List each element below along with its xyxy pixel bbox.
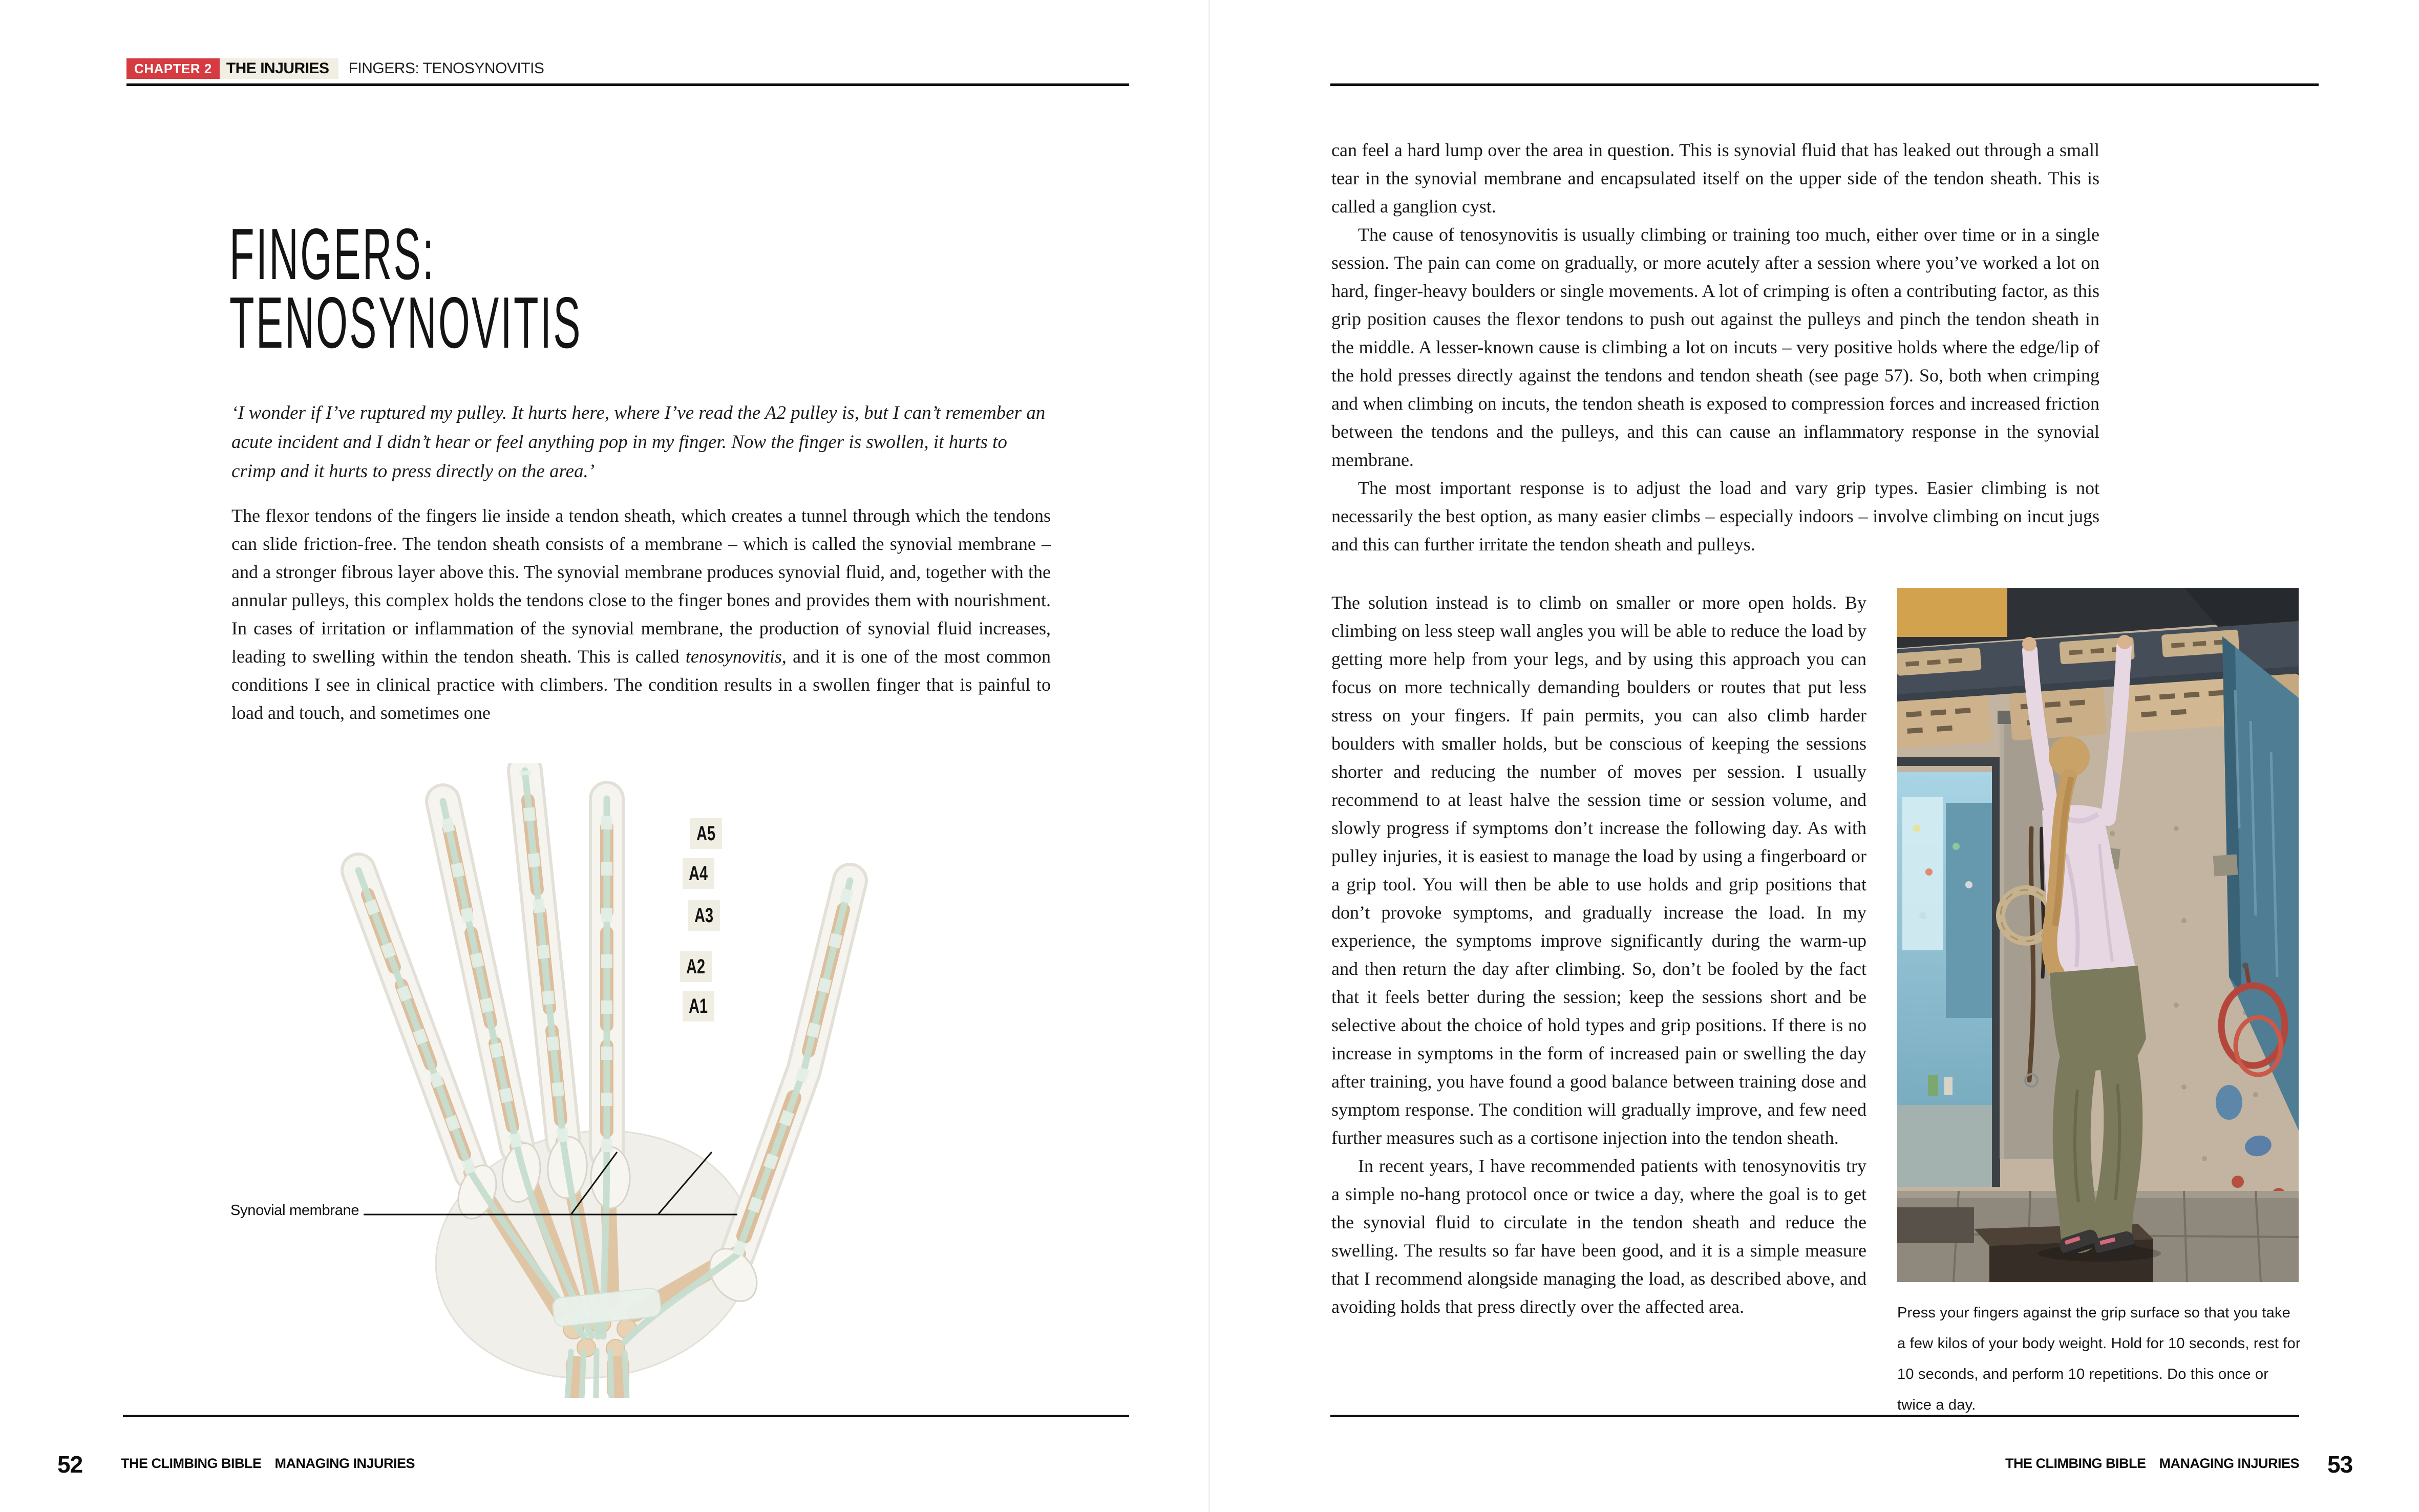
left-hand xyxy=(2022,637,2036,651)
photo-caption: Press your fingers against the grip surface so that you take a few kilos of your body weight. Hold for 10 seconds, rest for 10 seconds, and perform 10 repetitions. Do this once or twice a day. xyxy=(1897,1305,2301,1413)
header-rule-right xyxy=(1330,83,2319,86)
page-number-left: 52 xyxy=(57,1451,83,1478)
pulley-label-a1: A1 xyxy=(683,991,714,1021)
page-number-right: 53 xyxy=(2327,1451,2353,1478)
body-paragraph: can feel a hard lump over the area in question. This is synovial fluid that has leaked out through a small tear in the synovial membrane and encapsulated itself on the upper side of the tendon sheath. This is called a ganglion cyst. xyxy=(1331,140,2099,217)
pulley-label-a4: A4 xyxy=(683,858,714,889)
page-seam xyxy=(1208,0,1210,1512)
body-paragraph: The cause of tenosynovitis is usually climbing or training too much, either over time or in a single session. The pain can come on gradually, or more acutely after a session where you’ve worked a lot on hard, finger-heavy boulders or single movements. A lot of crimping is often a contributing factor, as this grip position causes the flexor tendons to push out against the pulleys and pinch the tendon sheath in the middle. A lesser-known cause is climbing a lot on incuts – very positive holds where the edge/lip of the hold presses directly against the tendons and tendon sheath (see page 57). So, both when crimping and when climbing on incuts, the tendon sheath is exposed to compression forces and increased friction between the tendons and the pulleys, and this can cause an inflammatory response in the synovial membrane. xyxy=(1331,224,2099,470)
body-paragraph: The solution instead is to climb on smaller or more open holds. By climbing on less steep wall angles you will be able to reduce the load by getting more help from your legs, and by using this approach you can focus on more technically demanding boulders or routes that put less stress on your fingers. If pain permits, you can also climb harder boulders with smaller holds, but be conscious of keeping the sessions shorter and reducing the number of moves per session. I usually recommend to at least halve the session time or session volume, and slowly progress if symptoms don’t increase the following day. As with pulley injuries, it is easiest to manage the load by using a fingerboard or a grip tool. You will then be able to use holds and grip positions that don’t provoke symptoms, and gradually increase the load. In my experience, the symptoms improve significantly during the warm-up and then return the day after climbing. So, don’t be fooled by the fact that it feels better during the session; keep the sessions short and be selective about the choice of hold types and grip positions. If there is no increase in symptoms in the form of increased pain or swelling the day after training, you have found a good balance between training dose and symptom response. The condition will gradually improve, and few need further measures such as a cortisone injection into the tendon sheath. xyxy=(1331,592,1866,1148)
synovial-membrane-label: Synovial membrane xyxy=(230,1202,359,1219)
footer-left xyxy=(121,1456,415,1472)
left-body-paragraph: The flexor tendons of the fingers lie inside a tendon sheath, which creates a tunnel through which the tendons can slide friction-free. The tendon sheath consists of a membrane – which is called the synovial membrane – and a stronger fibrous layer above this. The synovial membrane produces synovial fluid, and, together with the annular pulleys, this complex holds the tendons close to the finger bones and provides them with nourishment. In cases of irritation or inflammation of the synovial membrane, the production of synovial fluid increases, leading to swelling within the tendon sheath. This is called tenosynovitis, and it is one of the most common conditions I see in clinical practice with climbers. The condition results in a swollen finger that is painful to load and touch, and sometimes one xyxy=(231,505,1051,723)
pulley-label-a2: A2 xyxy=(680,951,712,982)
body-paragraph: The most important response is to adjust the load and vary grip types. Easier climbing is not necessarily the best option, as many easier climbs – especially indoors – involve climbing on incut jugs and this can further irritate the tendon sheath and pulleys. xyxy=(1331,478,2099,555)
pulley-label-a5: A5 xyxy=(690,818,722,849)
footer-book-title: THE CLIMBING BIBLE xyxy=(2005,1456,2146,1471)
chapter-badge: CHAPTER 2 xyxy=(126,58,220,79)
footer-book-title: THE CLIMBING BIBLE xyxy=(121,1456,262,1471)
footer-book-section: MANAGING INJURIES xyxy=(2159,1456,2299,1471)
hand-anatomy-diagram xyxy=(287,763,922,1398)
body-paragraph: In recent years, I have recommended patients with tenosynovitis try a simple no-hang protocol once or twice a day, where the goal is to get the synovial fluid to circulate in the tendon sheath and reduce the swelling. The results so far have been good, and it is a simple measure that I recommend alongside managing the load, as described above, and avoiding holds that press directly over the affected area. xyxy=(1331,1156,1866,1317)
footer-rule-left xyxy=(123,1415,1129,1417)
right-narrow-column xyxy=(1331,589,1866,1321)
climbing-gym-scene xyxy=(1897,588,2299,1282)
footer-rule-right xyxy=(1330,1415,2299,1417)
page-title-line1: FINGERS: xyxy=(229,214,436,295)
warm-light-glow xyxy=(1897,588,2007,637)
floor-mat xyxy=(1897,1207,1974,1243)
climber-photo xyxy=(1897,588,2299,1282)
header-section-label: THE INJURIES xyxy=(220,58,338,79)
climbing-gym-door xyxy=(1897,757,2000,1187)
page-header xyxy=(126,58,544,79)
page-title-line2: TENOSYNOVITIS xyxy=(229,282,582,364)
footer-right xyxy=(1690,1456,2299,1472)
header-rule-left xyxy=(126,83,1129,86)
pulley-label-a3: A3 xyxy=(688,900,720,931)
left-body-text xyxy=(231,502,1051,727)
right-wide-column xyxy=(1331,136,2099,589)
chalk-bag xyxy=(2216,1085,2242,1120)
italic-term: tenosynovitis xyxy=(685,646,782,667)
footer-book-section: MANAGING INJURIES xyxy=(274,1456,415,1471)
header-topic-label: FINGERS: TENOSYNOVITIS xyxy=(348,60,544,77)
patient-quote: ‘I wonder if I’ve ruptured my pulley. It hurts here, where I’ve read the A2 pulley is, but I can’t remember an acute incident and I didn’t hear or feel anything pop in my finger. Now the finger is swollen, it hurts to crimp and it hurts to press directly on the area.’ xyxy=(231,402,1046,482)
right-hand xyxy=(2117,635,2132,649)
page-title xyxy=(229,214,582,364)
